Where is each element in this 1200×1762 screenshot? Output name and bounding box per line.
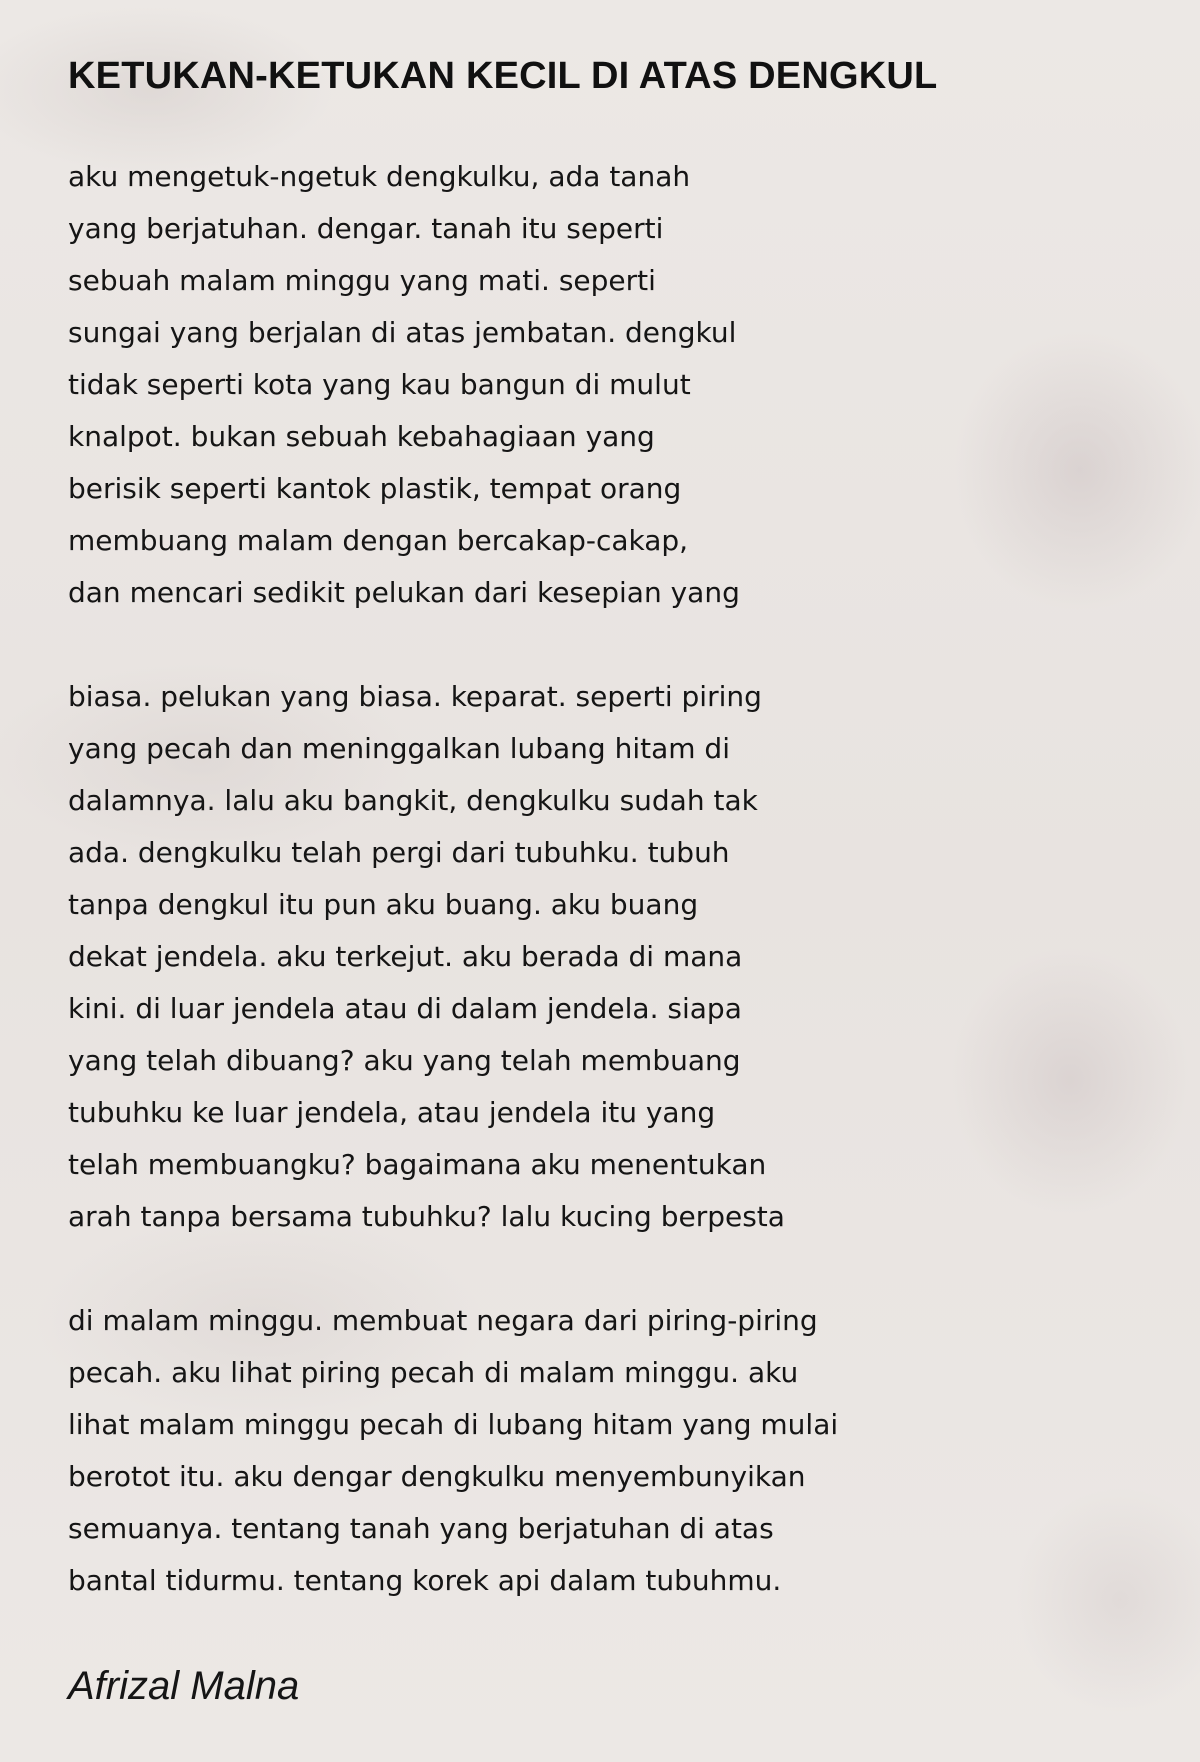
poem-title: KETUKAN-KETUKAN KECIL DI ATAS DENGKUL	[68, 55, 938, 97]
poem-line: pecah. aku lihat piring pecah di malam minggu. aku	[68, 1356, 799, 1389]
poem-body	[68, 151, 1068, 1659]
poem-line: dan mencari sedikit pelukan dari kesepian yang	[68, 576, 740, 609]
poem-line: di malam minggu. membuat negara dari piring-piring	[68, 1304, 818, 1337]
poem-line: kini. di luar jendela atau di dalam jendela. siapa	[68, 992, 742, 1025]
poem-line: yang pecah dan meninggalkan lubang hitam di	[68, 732, 730, 765]
poem-line: yang telah dibuang? aku yang telah membuang	[68, 1044, 741, 1077]
poem-line: tubuhku ke luar jendela, atau jendela itu yang	[68, 1096, 716, 1129]
poem-line: aku mengetuk-ngetuk dengkulku, ada tanah	[68, 160, 691, 193]
stanza-2	[68, 671, 1068, 1243]
poem-line: membuang malam dengan bercakap-cakap,	[68, 524, 689, 557]
stanza-3	[68, 1295, 1068, 1607]
poem-line: knalpot. bukan sebuah kebahagiaan yang	[68, 420, 655, 453]
poem-line: sebuah malam minggu yang mati. seperti	[68, 264, 656, 297]
poem-line: dekat jendela. aku terkejut. aku berada di mana	[68, 940, 743, 973]
poem-line: sungai yang berjalan di atas jembatan. dengkul	[68, 316, 737, 349]
poem-line: berotot itu. aku dengar dengkulku menyembunyikan	[68, 1460, 806, 1493]
poem-line: berisik seperti kantok plastik, tempat orang	[68, 472, 682, 505]
stanza-1	[68, 151, 1068, 619]
poem-author: Afrizal Malna	[68, 1664, 300, 1708]
poem-line: ada. dengkulku telah pergi dari tubuhku. tubuh	[68, 836, 730, 869]
poem-line: bantal tidurmu. tentang korek api dalam tubuhmu.	[68, 1564, 782, 1597]
poem-line: biasa. pelukan yang biasa. keparat. seperti piring	[68, 680, 762, 713]
poem-line: telah membuangku? bagaimana aku menentukan	[68, 1148, 767, 1181]
poem-line: dalamnya. lalu aku bangkit, dengkulku sudah tak	[68, 784, 758, 817]
poem-line: tidak seperti kota yang kau bangun di mulut	[68, 368, 691, 401]
poem-line: tanpa dengkul itu pun aku buang. aku buang	[68, 888, 699, 921]
poem-line: semuanya. tentang tanah yang berjatuhan di atas	[68, 1512, 774, 1545]
poem-line: lihat malam minggu pecah di lubang hitam yang mulai	[68, 1408, 839, 1441]
poem-line: yang berjatuhan. dengar. tanah itu seperti	[68, 212, 664, 245]
poem-line: arah tanpa bersama tubuhku? lalu kucing berpesta	[68, 1200, 785, 1233]
